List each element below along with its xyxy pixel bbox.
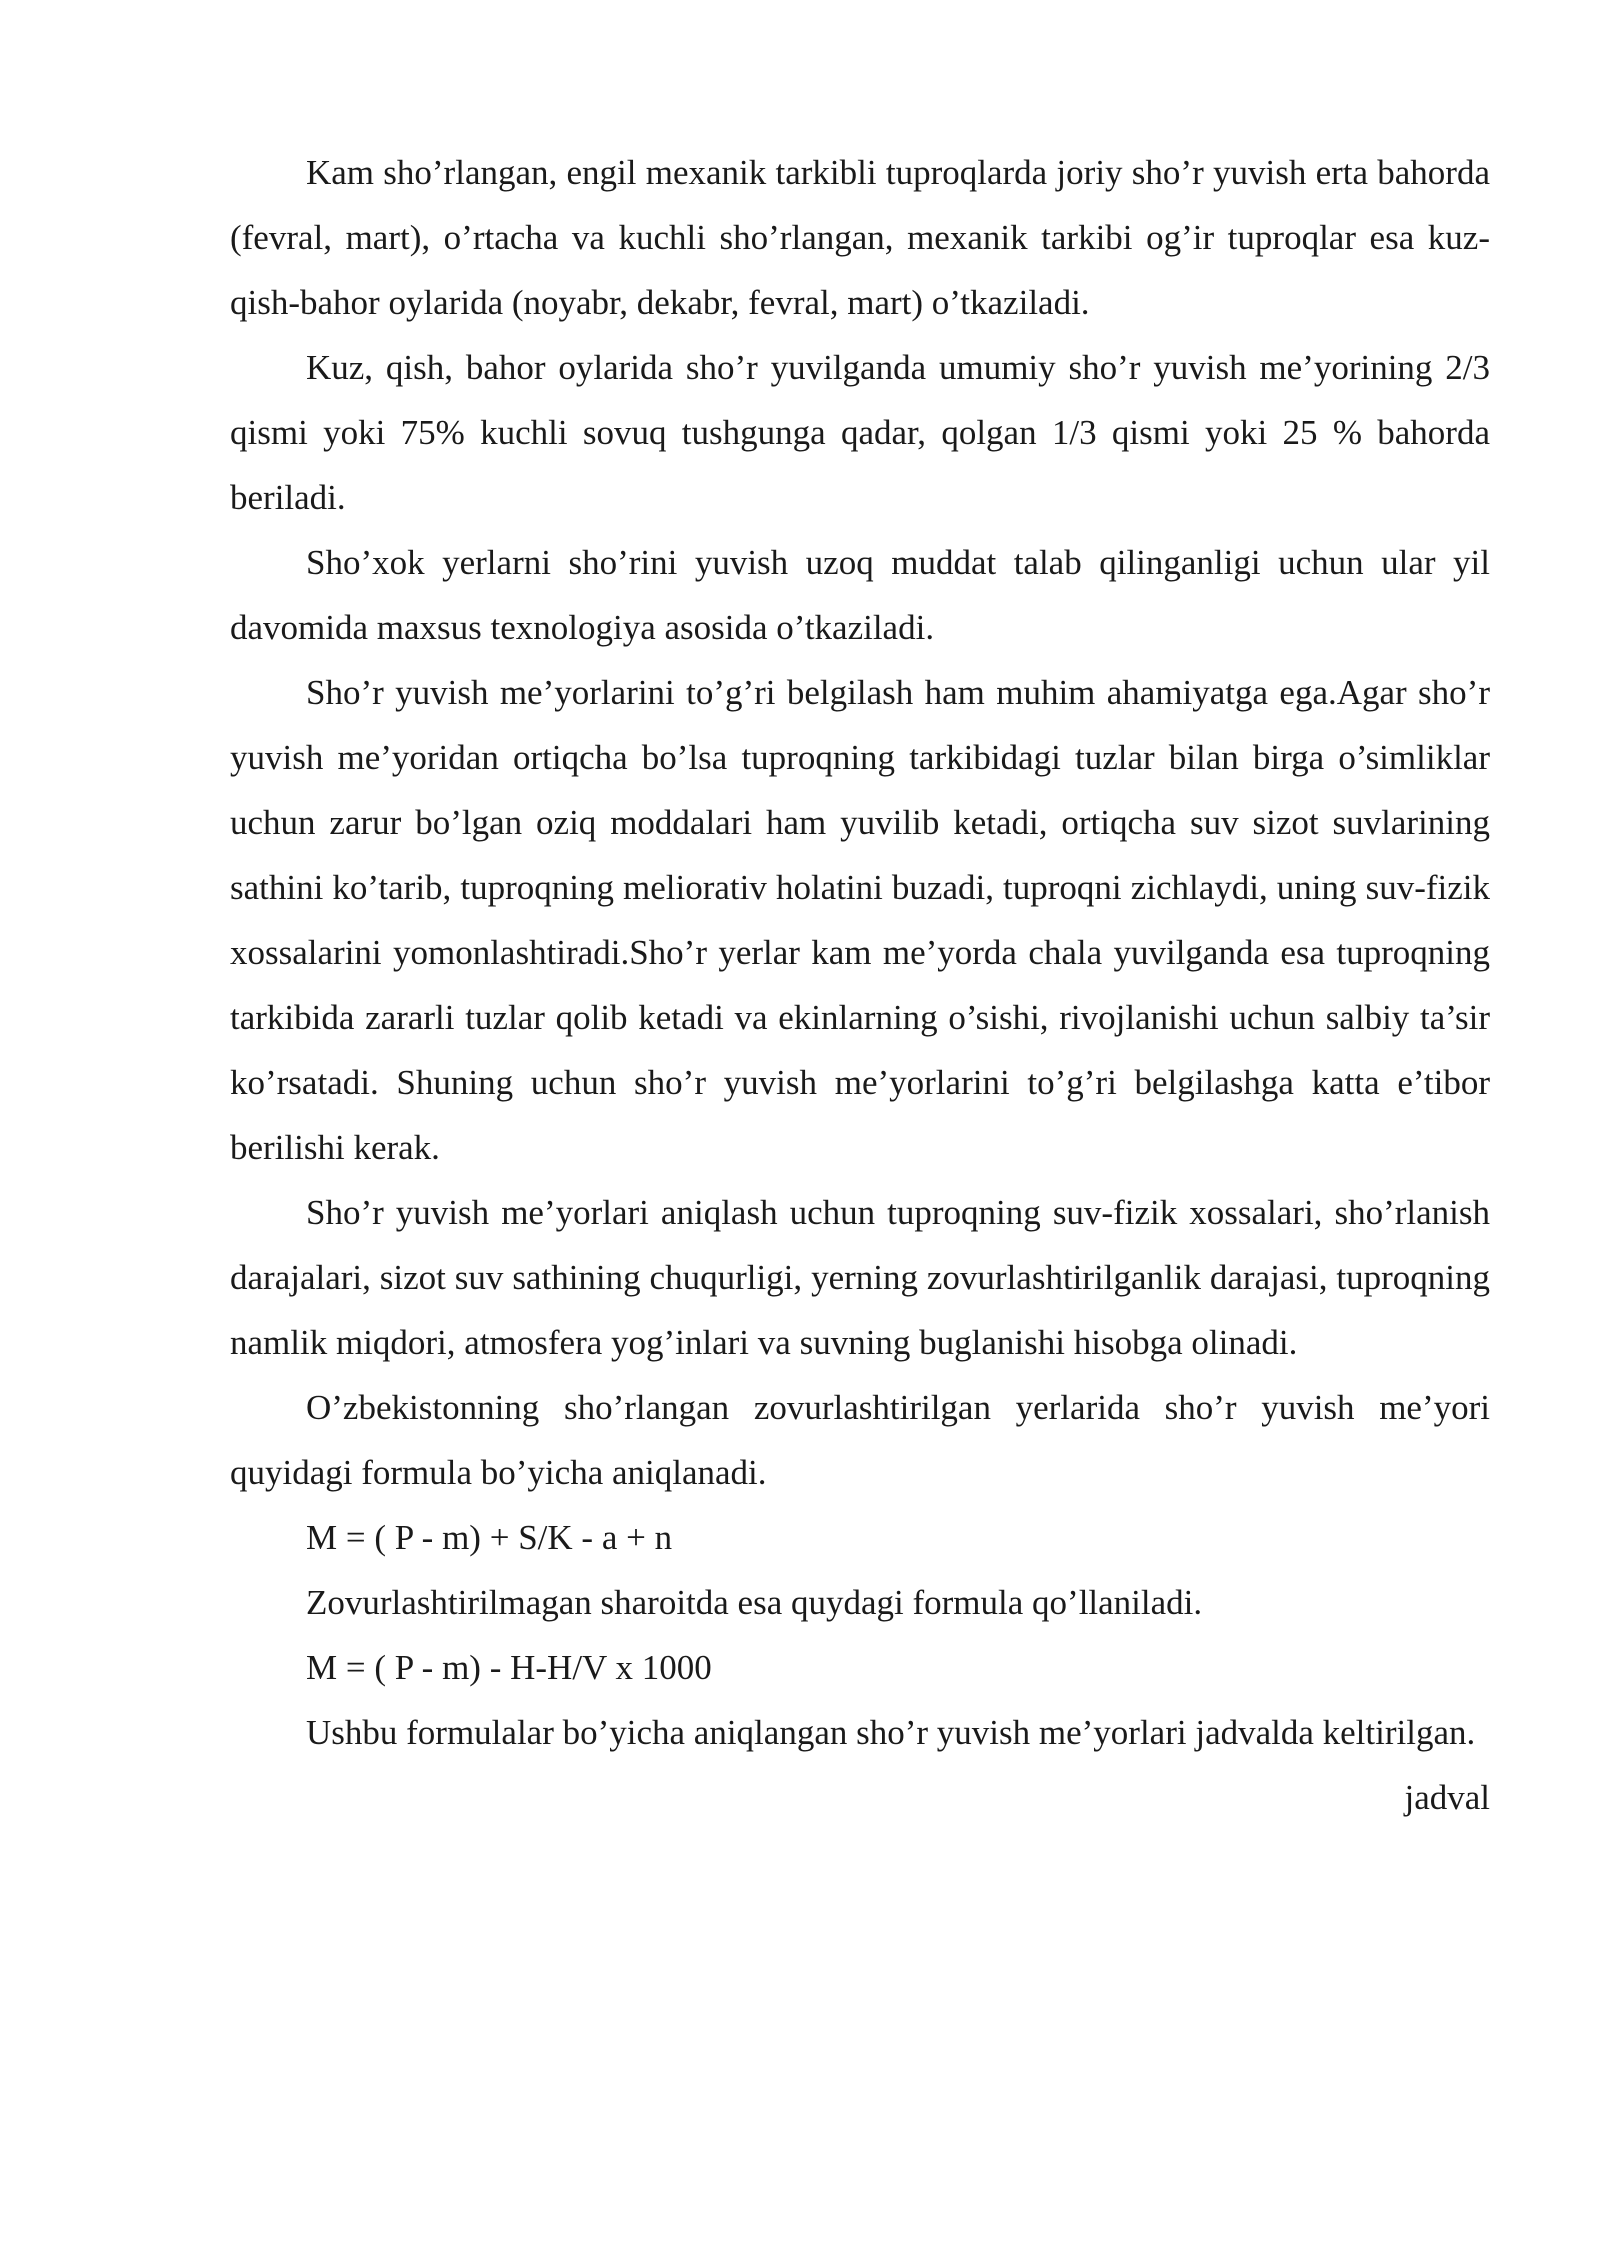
formula-drained: M = ( P - m) + S/K - a + n [306,1518,673,1557]
document-page [230,140,1490,1830]
table-caption: jadval [1404,1778,1490,1817]
formula-undrained: M = ( P - m) - H-H/V x 1000 [306,1648,712,1687]
paragraph-5: Sho’r yuvish me’yorlari aniqlash uchun tuproqning suv-fizik xossalari, sho’rlanish darajalari, sizot suv sathining chuqurligi, yerning zovurlashtirilganlik darajasi, tuproqning namlik miqdori, atmosfera yog’inlari va suvning buglanishi hisobga olinadi. [230,1193,1490,1362]
paragraph-closing: Ushbu formulalar bo’yicha aniqlangan sho’r yuvish me’yorlari jadvalda keltirilgan. [306,1713,1476,1752]
paragraph-undrained-intro: Zovurlashtirilmagan sharoitda esa quydagi formula qo’llaniladi. [306,1583,1203,1622]
paragraph-6: O’zbekistonning sho’rlangan zovurlashtirilgan yerlarida sho’r yuvish me’yori quyidagi formula bo’yicha aniqlanadi. [230,1388,1490,1492]
paragraph-3: Sho’xok yerlarni sho’rini yuvish uzoq muddat talab qilinganligi uchun ular yil davomida maxsus texnologiya asosida o’tkaziladi. [230,543,1490,647]
paragraph-1: Kam sho’rlangan, engil mexanik tarkibli tuproqlarda joriy sho’r yuvish erta bahorda (fevral, mart), o’rtacha va kuchli sho’rlangan, mexanik tarkibi og’ir tuproqlar esa kuz-qish-bahor oylarida (noyabr, dekabr, fevral, mart) o’tkaziladi. [230,153,1490,322]
paragraph-2: Kuz, qish, bahor oylarida sho’r yuvilganda umumiy sho’r yuvish me’yorining 2/3 qismi yoki 75% kuchli sovuq tushgunga qadar, qolgan 1/3 qismi yoki 25 % bahorda beriladi. [230,348,1490,517]
paragraph-4: Sho’r yuvish me’yorlarini to’g’ri belgilash ham muhim ahamiyatga ega.Agar sho’r yuvish me’yoridan ortiqcha bo’lsa tuproqning tarkibidagi tuzlar bilan birga o’simliklar uchun zarur bo’lgan oziq moddalari ham yuvilib ketadi, ortiqcha suv sizot suvlarining sathini ko’tarib, tuproqning meliorativ holatini buzadi, tuproqni zichlaydi, uning suv-fizik xossalarini yomonlashtiradi.Sho’r yerlar kam me’yorda chala yuvilganda esa tuproqning tarkibida zararli tuzlar qolib ketadi va ekinlarning o’sishi, rivojlanishi uchun salbiy ta’sir ko’rsatadi. Shuning uchun sho’r yuvish me’yorlarini to’g’ri belgilashga katta e’tibor berilishi kerak. [230,673,1490,1167]
